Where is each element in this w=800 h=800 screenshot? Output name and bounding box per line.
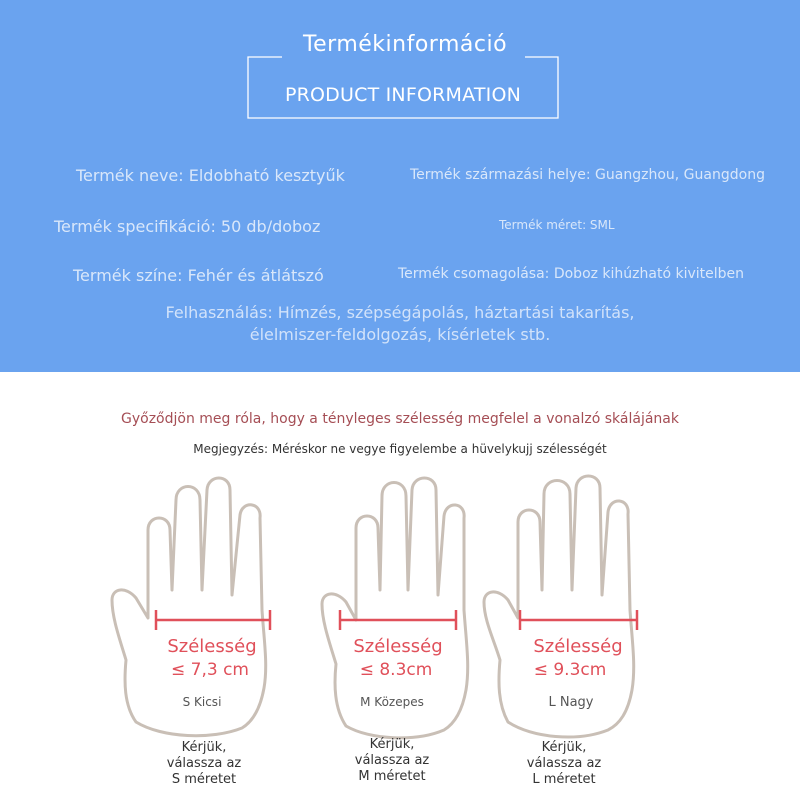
choose-line-2: válassza az [166, 756, 242, 771]
spec-product-usage [60, 302, 740, 346]
choose-line-3: L méretet [532, 772, 596, 787]
size-card-s [92, 460, 292, 800]
choose-line-2: válassza az [526, 756, 602, 771]
spec-product-color: Termék színe: Fehér és átlátszó [73, 266, 324, 285]
page-title: Termékinformáció [302, 32, 508, 57]
spec-product-specification: Termék specifikáció: 50 db/doboz [54, 217, 321, 236]
choose-size-text [104, 740, 304, 788]
width-value: ≤ 7,3 cm [171, 660, 249, 680]
choose-line-3: M méretet [358, 769, 426, 784]
page-subtitle: PRODUCT INFORMATION [284, 84, 522, 106]
width-value: ≤ 9.3cm [533, 660, 607, 680]
width-label: Szélesség [353, 636, 443, 657]
size-label: M Közepes [360, 695, 424, 709]
choose-line-1: Kérjük, [181, 740, 227, 755]
choose-line-2: válassza az [354, 753, 430, 768]
size-label: S Kicsi [182, 695, 222, 709]
spec-product-name: Termék neve: Eldobható kesztyűk [76, 166, 345, 185]
measurement-note: Megjegyzés: Méréskor ne vegye figyelembe a hüvelykujj szélességét [193, 442, 607, 456]
spec-product-origin: Termék származási helye: Guangzhou, Guangdong [410, 167, 765, 183]
usage-line-2: élelmiszer-feldolgozás, kísérletek stb. [249, 325, 551, 344]
measurement-notice: Győződjön meg róla, hogy a tényleges szélesség megfelel a vonalzó skálájának [121, 411, 679, 427]
spec-product-size: Termék méret: SML [499, 218, 615, 232]
title-frame [0, 0, 800, 130]
choose-line-3: S méretet [171, 772, 237, 787]
choose-size-text [292, 737, 492, 785]
spec-product-packaging: Termék csomagolása: Doboz kihúzható kivitelben [398, 266, 745, 282]
choose-size-text [464, 740, 664, 788]
choose-line-1: Kérjük, [541, 740, 587, 755]
size-label: L Nagy [548, 695, 594, 710]
width-value: ≤ 8.3cm [359, 660, 433, 680]
width-label: Szélesség [533, 636, 623, 657]
width-label: Szélesség [167, 636, 257, 657]
choose-line-1: Kérjük, [369, 737, 415, 752]
product-info-panel [0, 0, 800, 372]
usage-line-1: Felhasználás: Hímzés, szépségápolás, háztartási takarítás, [165, 303, 635, 322]
title-frame-lines [0, 0, 800, 130]
size-guide [0, 460, 800, 800]
size-card-l [478, 460, 678, 800]
